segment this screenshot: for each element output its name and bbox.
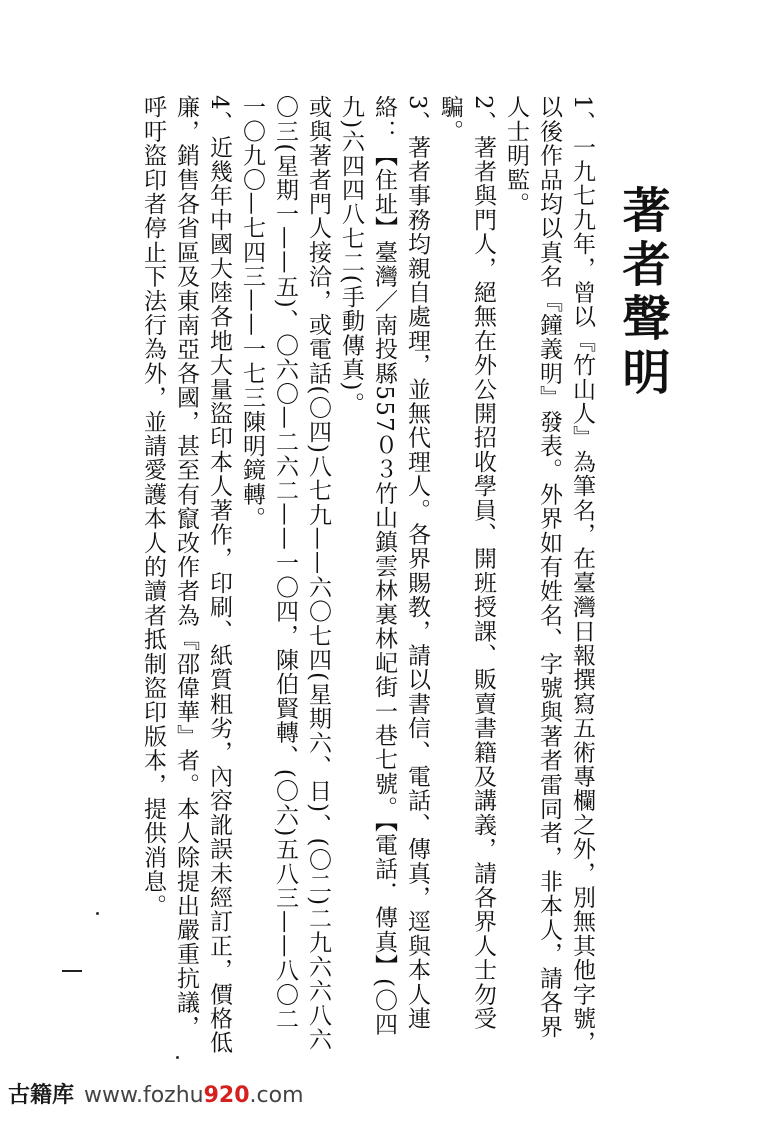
paragraph-1: 1、一九七九年，曾以『竹山人』為筆名，在臺灣日報撰寫五術專欄之外，別無其他字號，以後作品均以真名『鐘義明』發表。外界如有姓名、字號與著者雷同者，非本人，請各界人士明監。 <box>503 95 595 1055</box>
watermark-url-prefix: www.fozhu <box>84 1083 204 1108</box>
statement-body <box>128 95 598 1055</box>
page-title: 著者聲明 <box>614 185 670 401</box>
speck <box>176 1056 179 1059</box>
paragraph-3: 3、著者事務均親自處理，並無代理人。各界賜教，請以書信、電話、傳真，逕與本人連絡：【住址】臺灣／南投縣557０３竹山鎮雲林裏林屺街一巷七號。【電話．傳真】(〇四九)六四四八七二(手動傳真)。 <box>338 95 430 1037</box>
paragraph-2: 2、著者與門人，絕無在外公開招收學員、開班授課、販賣書籍及講義，請各界人士勿受騙。 <box>437 95 496 1031</box>
site-watermark[interactable] <box>8 1078 304 1110</box>
paragraph-3-continued: 或與著者門人接洽，或電話(〇四)八七九——六〇七四(星期六、日)、(〇二)二九六六八六〇三(星期一——五)、〇六〇—二六二——一〇四，陳伯賢轉、(〇六)五八三——八〇二一〇九〇—七四三——一七三陳明鏡轉。 <box>239 95 331 1052</box>
watermark-brand: 古籍库 <box>8 1083 75 1108</box>
speck <box>96 912 99 915</box>
paragraph-4: 4、近幾年中國大陸各地大量盜印本人著作，印刷、紙質粗劣，內容訛誤未經訂正，價格低廉，銷售各省區及東南亞各國，甚至有竄改作者為『邵偉華』者。本人除提出嚴重抗議，呼吁盜印者停止下法行為外，並請愛護本人的讀者抵制盜印版本，提供消息。 <box>140 95 232 1055</box>
watermark-url-suffix: .com <box>249 1083 304 1108</box>
page-mark <box>62 970 82 972</box>
watermark-url-number: 920 <box>203 1083 250 1108</box>
